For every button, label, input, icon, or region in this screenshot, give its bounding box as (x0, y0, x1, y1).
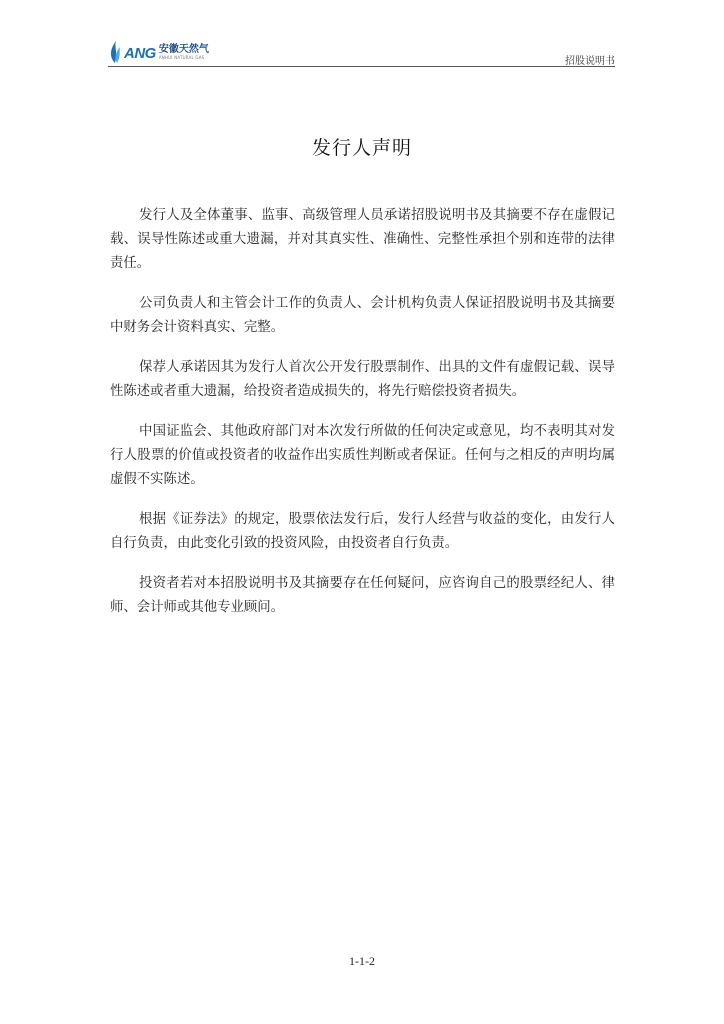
statement-paragraph-1: 发行人及全体董事、监事、高级管理人员承诺招股说明书及其摘要不存在虚假记载、误导性陈述或重大遗漏，并对其真实性、准确性、完整性承担个别和连带的法律责任。 (110, 208, 615, 271)
logo-letters: ANG (124, 44, 156, 62)
flame-logo-icon (108, 37, 122, 65)
document-name: 招股说明书 (565, 56, 615, 67)
statement-paragraph-2: 公司负责人和主管会计工作的负责人、会计机构负责人保证招股说明书及其摘要中财务会计资料真实、完整。 (110, 296, 615, 335)
statement-paragraph-5: 根据《证券法》的规定，股票依法发行后，发行人经营与收益的变化，由发行人自行负责，由此变化引致的投资风险，由投资者自行负责。 (110, 512, 615, 551)
page-title: 发行人声明 (311, 137, 412, 159)
statement-body (110, 204, 615, 636)
page-header (108, 34, 615, 67)
statement-paragraph-4: 中国证监会、其他政府部门对本次发行所做的任何决定或意见，均不表明其对发行人股票的价值或投资者的收益作出实质性判断或者保证。任何与之相反的声明均属虚假不实陈述。 (110, 424, 615, 487)
statement-paragraph-6: 投资者若对本招股说明书及其摘要存在任何疑问，应咨询自己的股票经纪人、律师、会计师或其他专业顾问。 (110, 576, 615, 615)
logo-text (159, 44, 209, 61)
page-number: 1-1-2 (349, 954, 375, 968)
company-logo (108, 36, 209, 66)
header-divider (108, 66, 615, 67)
logo-company-name: 安徽天然气 (158, 43, 209, 55)
statement-paragraph-3: 保荐人承诺因其为发行人首次公开发行股票制作、出具的文件有虚假记载、误导性陈述或者重大遗漏，给投资者造成损失的，将先行赔偿投资者损失。 (110, 360, 615, 399)
logo-english-name: ANHUI NATURAL GAS (158, 54, 205, 60)
